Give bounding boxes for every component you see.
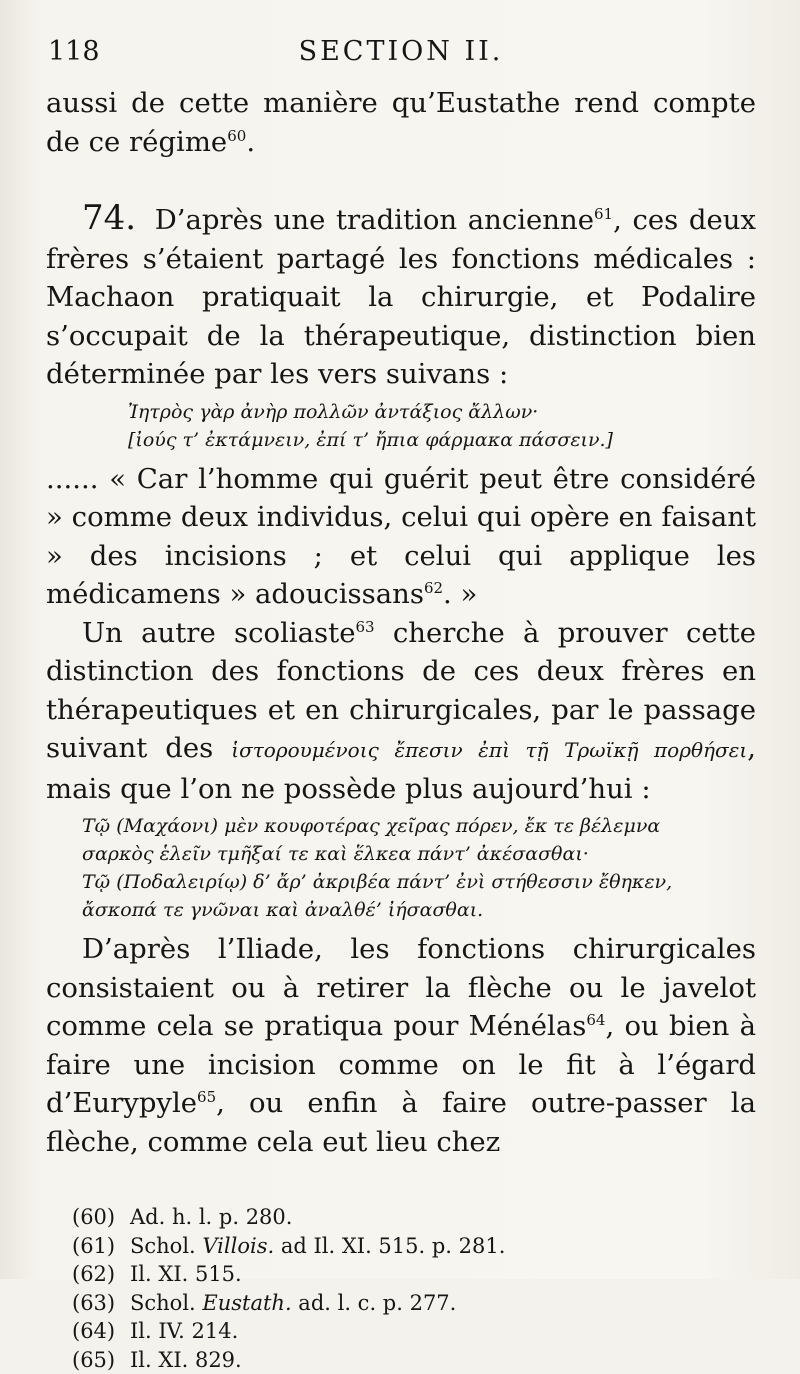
footnote-marker: (61) (72, 1232, 130, 1261)
note-ref: 61 (594, 205, 613, 223)
paragraph-text: aussi de cette manière qu’Eustathe rend compte de ce régime (46, 87, 756, 158)
footnote-marker: (60) (72, 1203, 130, 1232)
translation-text: ...... « Car l’homme qui guérit peut être considéré » comme deux individus, celui qui opère en faisant » des incisions ; et celui qui applique les médicamens » adoucissans (46, 463, 756, 611)
paragraph-text: , ou bien à faire une incision comme on le fit à l’égard d’Eurypyle (46, 1010, 756, 1119)
footnote-italic: Eustath. (202, 1291, 291, 1315)
paragraph-iliad (46, 930, 756, 1161)
greek-verse: Τῷ (Μαχάονι) μὲν κουφοτέρας χεῖρας πόρεν, ἔκ τε βέλεμνα (82, 812, 756, 840)
paragraph-text: Un autre scoliaste (82, 617, 356, 649)
paragraph-text: , mais que l’on ne possède plus aujourd’hui : (46, 732, 756, 805)
greek-inline: ἱστορουμένοις ἔπεσιν ἐπὶ τῇ Τρωϊκῇ πορθήσει (231, 738, 747, 762)
page-number: 118 (48, 36, 100, 67)
footnote-text: Il. XI. 515. (130, 1262, 242, 1286)
footnote-marker: (65) (72, 1346, 130, 1374)
section-number: 74. (82, 198, 136, 238)
note-ref: 64 (586, 1011, 605, 1029)
greek-verse: Ἰητρὸς γὰρ ἀνὴρ πολλῶν ἀντάξιος ἄλλων· (128, 398, 756, 426)
translation-quote (46, 460, 756, 614)
footnote-text: Il. IV. 214. (130, 1319, 238, 1343)
footnote-marker: (62) (72, 1260, 130, 1289)
footnote-italic: Villois. (202, 1234, 274, 1258)
greek-verse: [ἰούς τ’ ἐκτάμνειν, ἐπί τ’ ἤπια φάρμακα πάσσειν.] (128, 426, 756, 454)
footnote-marker: (64) (72, 1317, 130, 1346)
footnote-text: Ad. h. l. p. 280. (130, 1205, 292, 1229)
footnote (72, 1260, 756, 1289)
greek-verse: Τῷ (Ποδαλειρίῳ) δ’ ἄρ’ ἀκριβέα πάντ’ ἐνὶ στήθεσσιν ἔθηκεν, (82, 868, 756, 896)
paragraph-74 (46, 199, 756, 394)
page-header (46, 34, 756, 84)
greek-verse: ἄσκοπά τε γνῶναι καὶ ἀναλθέ’ ἰήσασθαι. (82, 896, 756, 924)
paragraph-text: , ou enfin à faire outre-passer la flèche, comme cela eut lieu chez (46, 1087, 756, 1158)
footnote (72, 1346, 756, 1374)
footnote-marker: (63) (72, 1289, 130, 1318)
footnote-text: Il. XI. 829. (130, 1348, 242, 1372)
footnote (72, 1289, 756, 1318)
body-text (46, 84, 756, 1161)
greek-verse: σαρκὸς ἑλεῖν τμῆξαί τε καὶ ἕλκεα πάντ’ ἀκέσασθαι· (82, 840, 756, 868)
running-head: SECTION II. (46, 36, 756, 67)
paragraph-continued (46, 84, 756, 161)
footnote (72, 1203, 756, 1232)
paragraph-end: . (246, 126, 255, 158)
translation-end: . » (443, 578, 477, 610)
footnotes (46, 1203, 756, 1374)
paragraph-scholiast (46, 614, 756, 809)
greek-quote-scholiast (46, 812, 756, 924)
paragraph-text: , ces deux frères s’étaient partagé les fonctions médicales : Machaon pratiquait la chirurgie, et Podalire s’occupait de la thérapeutique, distinction bien déterminée par les vers suivans : (46, 204, 756, 390)
greek-quote-homer (46, 398, 756, 454)
note-ref: 65 (197, 1088, 216, 1106)
footnote-text: Schol. (130, 1291, 202, 1315)
footnote (72, 1317, 756, 1346)
paragraph-text: D’après une tradition ancienne (144, 204, 594, 236)
footnote-text: ad. l. c. p. 277. (292, 1291, 457, 1315)
footnote-text: ad Il. XI. 515. p. 281. (274, 1234, 505, 1258)
paragraph-text: cherche à prouver cette distinction des fonctions de ces deux frères en thérapeutiques et en chirurgicales, par le passage suivant des (46, 617, 756, 765)
footnote (72, 1232, 756, 1261)
note-ref: 62 (424, 579, 443, 597)
paragraph-text: D’après l’Iliade, les fonctions chirurgicales consistaient ou à retirer la flèche ou le javelot comme cela se pratiqua pour Ménélas (46, 933, 756, 1042)
footnote-text: Schol. (130, 1234, 202, 1258)
note-ref: 63 (356, 617, 375, 635)
note-ref: 60 (227, 126, 246, 144)
